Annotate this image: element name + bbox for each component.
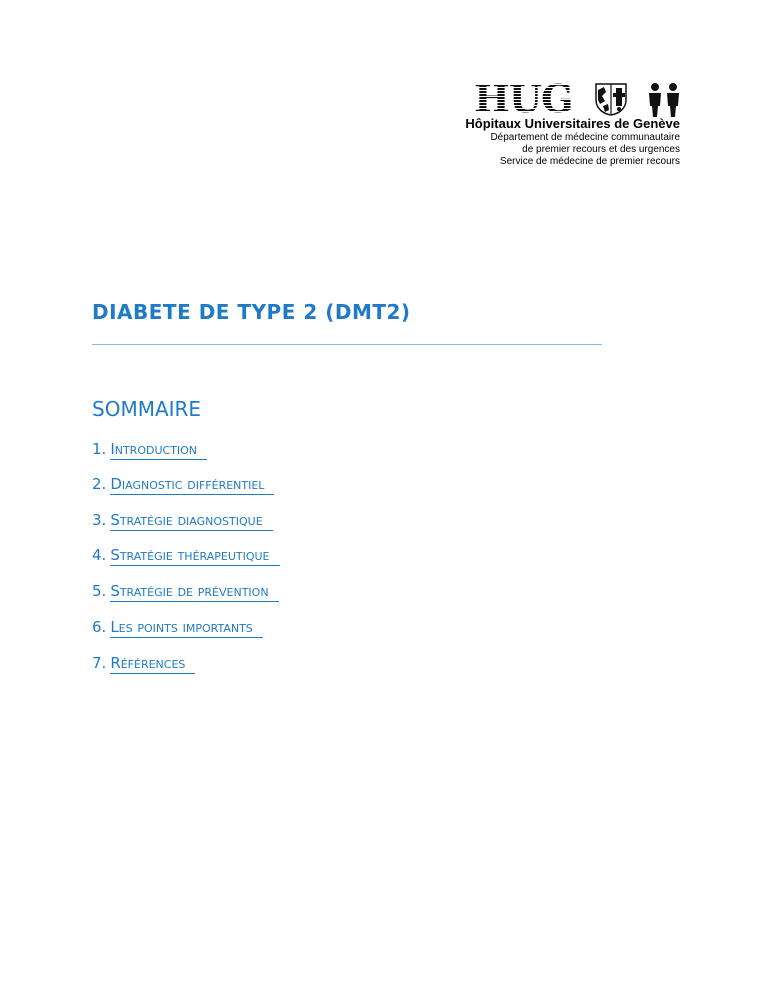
toc-item-strategie-de-prevention xyxy=(92,582,279,600)
toc-heading: SOMMAIRE xyxy=(92,397,202,421)
toc-item-points-importants xyxy=(92,618,263,636)
toc-item-strategie-diagnostique xyxy=(92,511,273,529)
toc-link-strategie-de-prevention[interactable]: Stratégie de prévention xyxy=(110,582,278,602)
title-divider xyxy=(92,344,602,345)
toc-item-introduction xyxy=(92,440,207,458)
toc-link-strategie-diagnostique[interactable]: Stratégie diagnostique xyxy=(110,511,272,531)
toc-item-diagnostic-differentiel xyxy=(92,475,274,493)
people-group-icon xyxy=(646,82,682,118)
hug-logo: HUG xyxy=(474,76,573,121)
toc-link-diagnostic-differentiel[interactable]: Diagnostic différentiel xyxy=(110,475,274,495)
toc-number: 5. xyxy=(92,582,107,600)
toc-number: 7. xyxy=(92,654,107,672)
toc-item-strategie-therapeutique xyxy=(92,546,280,564)
toc-link-points-importants[interactable]: Les points importants xyxy=(110,618,262,638)
department-line: de premier recours et des urgences xyxy=(522,144,680,155)
hospital-logo-block xyxy=(465,76,680,167)
hospital-name: Hôpitaux Universitaires de Genève xyxy=(465,116,680,131)
toc-link-strategie-therapeutique[interactable]: Stratégie thérapeutique xyxy=(110,546,279,566)
toc-number: 4. xyxy=(92,546,107,564)
toc-number: 6. xyxy=(92,618,107,636)
department-line: Service de médecine de premier recours xyxy=(499,156,680,167)
toc-item-references xyxy=(92,654,195,672)
toc-number: 2. xyxy=(92,475,107,493)
toc-link-introduction[interactable]: Introduction xyxy=(110,440,207,460)
department-line: Département de médecine communautaire xyxy=(490,132,680,143)
toc-number: 3. xyxy=(92,511,107,529)
document-title: DIABETE DE TYPE 2 (DMT2) xyxy=(92,300,411,324)
toc-link-references[interactable]: Références xyxy=(110,654,195,674)
toc-number: 1. xyxy=(92,440,107,458)
logo-row xyxy=(470,76,680,121)
geneva-crest-icon xyxy=(594,82,628,116)
